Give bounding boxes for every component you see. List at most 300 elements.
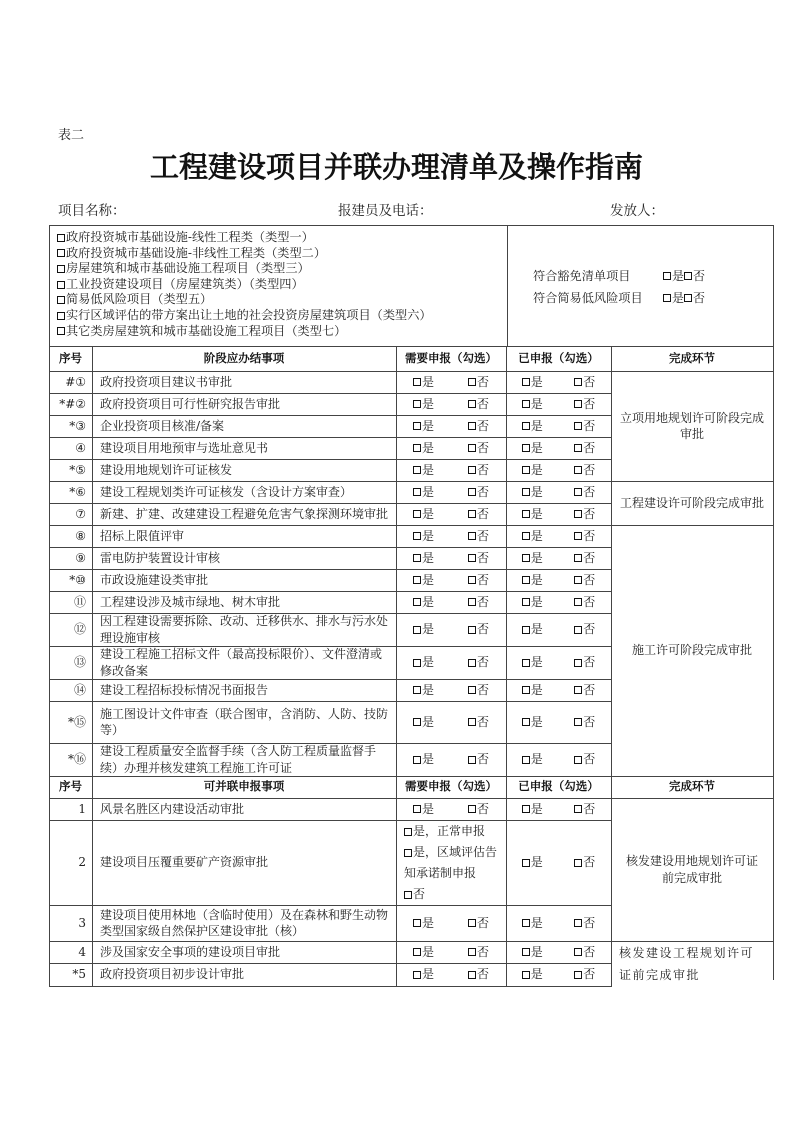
checkbox-label: 是 (522, 944, 543, 960)
checkbox-label: 否 (468, 506, 489, 522)
checkbox-icon[interactable] (413, 400, 421, 408)
checkbox-icon[interactable] (468, 422, 476, 430)
checkbox-icon[interactable] (413, 756, 421, 764)
checkbox-icon[interactable] (57, 265, 65, 273)
checkbox-icon[interactable] (522, 919, 530, 927)
yes-option[interactable] (396, 963, 451, 986)
yes-option[interactable] (396, 437, 451, 459)
checkbox-icon[interactable] (413, 598, 421, 606)
checkbox-icon[interactable] (574, 718, 582, 726)
checkbox-icon[interactable] (663, 272, 671, 280)
checkbox-icon[interactable] (522, 576, 530, 584)
checkbox-label: 是 (413, 418, 434, 434)
checkbox-icon[interactable] (468, 400, 476, 408)
checkbox-icon[interactable] (574, 444, 582, 452)
checkbox-icon[interactable] (574, 554, 582, 562)
grid-line (49, 225, 774, 226)
checkbox-label: 是 (522, 801, 543, 817)
checkbox-icon[interactable] (468, 686, 476, 694)
checkbox-icon[interactable] (574, 948, 582, 956)
need-option-normal[interactable]: 是，正常申报 (404, 821, 485, 842)
checkbox-label: 否 (468, 621, 489, 637)
checkbox-icon[interactable] (57, 234, 65, 242)
checkbox-label: 是 (522, 506, 543, 522)
checkbox-icon[interactable] (404, 891, 412, 899)
checkbox-label: 否 (574, 594, 595, 610)
issuer-label: 发放人： (610, 203, 664, 219)
row-number: *⑮ (67, 714, 86, 729)
no-option[interactable] (559, 371, 612, 393)
checkbox-icon[interactable] (468, 510, 476, 518)
checkbox-icon[interactable] (522, 510, 530, 518)
checkbox-label: 是 (413, 572, 434, 588)
yes-option[interactable] (396, 569, 451, 591)
checkbox-icon[interactable] (468, 626, 476, 634)
yes-option[interactable] (396, 701, 451, 743)
flag-label: 符合简易低风险项目 (533, 291, 643, 305)
grid-line (92, 346, 93, 776)
checkbox-icon[interactable] (663, 294, 671, 302)
row-number: ⑪ (73, 594, 86, 609)
checkbox-label: 否 (468, 528, 489, 544)
row-number: *③ (69, 418, 86, 433)
no-option[interactable] (559, 820, 612, 905)
yes-option[interactable] (396, 525, 451, 547)
checkbox-icon[interactable] (468, 444, 476, 452)
no-option[interactable] (559, 525, 612, 547)
checkbox-icon[interactable] (522, 756, 530, 764)
row-item: 市政设施建设类审批 (100, 572, 209, 587)
yes-option[interactable] (506, 679, 559, 701)
no-option[interactable] (559, 393, 612, 415)
yes-option[interactable] (396, 646, 451, 679)
checkbox-icon[interactable] (57, 249, 65, 257)
no-option[interactable] (451, 525, 506, 547)
checkbox-icon[interactable] (522, 554, 530, 562)
no-option[interactable] (451, 701, 506, 743)
yes-option[interactable] (396, 503, 451, 525)
flag-yes-option[interactable]: 是 (663, 287, 684, 309)
yes-option[interactable] (506, 437, 559, 459)
checkbox-icon[interactable] (522, 444, 530, 452)
project-type-option[interactable]: 房屋建筑和城市基础设施工程项目（类型三） (57, 261, 432, 277)
checkbox-label: 是 (413, 440, 434, 456)
checkbox-icon[interactable] (468, 948, 476, 956)
checkbox-label: 否 (468, 396, 489, 412)
checkbox-icon[interactable] (413, 444, 421, 452)
checkbox-label: 否 (574, 654, 595, 670)
no-option[interactable] (451, 481, 506, 503)
no-option[interactable] (559, 459, 612, 481)
checkbox-icon[interactable] (57, 312, 65, 320)
checkbox-icon[interactable] (413, 686, 421, 694)
need-option-no[interactable]: 否 (404, 884, 425, 905)
checkbox-label: 是 (413, 374, 434, 390)
checkbox-icon[interactable] (574, 510, 582, 518)
checkbox-icon[interactable] (413, 948, 421, 956)
checkbox-icon[interactable] (413, 466, 421, 474)
checkbox-label: 否 (468, 966, 489, 982)
yes-option[interactable] (506, 547, 559, 569)
checkbox-icon[interactable] (468, 554, 476, 562)
checkbox-icon[interactable] (574, 659, 582, 667)
yes-option[interactable] (506, 905, 559, 941)
checkbox-icon[interactable] (468, 598, 476, 606)
checkbox-icon[interactable] (574, 686, 582, 694)
checkbox-label: 否 (574, 915, 595, 931)
no-option[interactable] (559, 941, 612, 963)
checkbox-label: 否 (574, 528, 595, 544)
grid-line (92, 776, 93, 986)
yes-option[interactable] (396, 415, 451, 437)
checkbox-icon[interactable] (468, 378, 476, 386)
row-number: ⑦ (75, 506, 86, 521)
no-option[interactable] (451, 459, 506, 481)
checkbox-icon[interactable] (413, 576, 421, 584)
checkbox-icon[interactable] (574, 466, 582, 474)
checkbox-icon[interactable] (522, 422, 530, 430)
no-option[interactable] (451, 905, 506, 941)
checkbox-icon[interactable] (468, 488, 476, 496)
checkbox-icon[interactable] (413, 488, 421, 496)
checkbox-icon[interactable] (57, 296, 65, 304)
checkbox-icon[interactable] (574, 626, 582, 634)
no-option[interactable] (451, 415, 506, 437)
row-number: ⑬ (73, 655, 86, 670)
row-number: *#② (59, 396, 86, 411)
no-option[interactable] (559, 547, 612, 569)
stage-cell: 核发建设用地规划许可证前完成审批 (625, 854, 758, 885)
no-option[interactable] (559, 679, 612, 701)
checkbox-label: 是 (413, 462, 434, 478)
checkbox-label: 是 (522, 854, 543, 870)
flag-low-risk (533, 287, 705, 309)
checkbox-icon[interactable] (684, 294, 692, 302)
checkbox-label: 是 (413, 484, 434, 500)
checkbox-icon[interactable] (522, 378, 530, 386)
yes-option[interactable] (396, 459, 451, 481)
checkbox-label: 是 (413, 528, 434, 544)
grid-line (396, 776, 397, 986)
row-item: 建设用地规划许可证核发 (100, 462, 233, 477)
checkbox-label: 否 (468, 418, 489, 434)
no-option[interactable] (451, 646, 506, 679)
stage-cell: 核发建设工程规划许可证前完成审批 (619, 945, 755, 982)
yes-option[interactable] (506, 393, 559, 415)
no-option[interactable] (559, 963, 612, 986)
checkbox-icon[interactable] (684, 272, 692, 280)
checkbox-label: 否 (468, 440, 489, 456)
header-item: 可并联申报事项 (203, 779, 285, 794)
checkbox-icon[interactable] (522, 859, 530, 867)
no-option[interactable] (559, 905, 612, 941)
flag-yes-option[interactable]: 是 (663, 265, 684, 287)
no-option[interactable] (559, 569, 612, 591)
yes-option[interactable] (396, 393, 451, 415)
yes-option[interactable] (396, 679, 451, 701)
checkbox-label: 是 (522, 621, 543, 637)
checkbox-icon[interactable] (522, 598, 530, 606)
checkbox-label: 是 (413, 594, 434, 610)
checkbox-label: 是 (522, 440, 543, 456)
no-option[interactable] (559, 743, 612, 776)
header-stage: 完成环节 (669, 779, 715, 794)
no-option[interactable] (559, 437, 612, 459)
row-item: 招标上限值评审 (100, 528, 185, 543)
checkbox-label: 是 (522, 682, 543, 698)
checkbox-label: 否 (468, 594, 489, 610)
checkbox-label: 否 (574, 396, 595, 412)
checkbox-icon[interactable] (468, 718, 476, 726)
checkbox-icon[interactable] (413, 554, 421, 562)
no-option[interactable] (451, 371, 506, 393)
checkbox-label: 否 (574, 801, 595, 817)
checkbox-icon[interactable] (522, 466, 530, 474)
grid-line (611, 776, 612, 986)
row-item: 企业投资项目核准/备案 (100, 418, 225, 433)
checkbox-label: 是 (522, 654, 543, 670)
checkbox-icon[interactable] (574, 598, 582, 606)
no-option[interactable] (451, 503, 506, 525)
no-option[interactable] (559, 503, 612, 525)
row-item: 建设工程规划类许可证核发（含设计方案审查） (100, 484, 353, 499)
yes-option[interactable] (506, 569, 559, 591)
yes-option[interactable] (506, 371, 559, 393)
no-option[interactable] (451, 963, 506, 986)
no-option[interactable] (451, 798, 506, 820)
row-item: 政府投资项目初步设计审批 (100, 967, 245, 982)
row-number: ④ (75, 440, 86, 455)
flag-label: 符合豁免清单项目 (533, 269, 631, 283)
checkbox-label: 否 (574, 440, 595, 456)
yes-option[interactable] (396, 743, 451, 776)
checkbox-icon[interactable] (574, 859, 582, 867)
checkbox-label: 是 (522, 462, 543, 478)
checkbox-icon[interactable] (468, 971, 476, 979)
header-stage: 完成环节 (669, 350, 715, 365)
header-no: 序号 (59, 779, 82, 794)
checkbox-icon[interactable] (574, 971, 582, 979)
row-number: 4 (78, 944, 86, 959)
no-option[interactable] (451, 613, 506, 646)
checkbox-icon[interactable] (574, 756, 582, 764)
no-option[interactable] (451, 941, 506, 963)
no-option[interactable] (559, 591, 612, 613)
no-option[interactable] (451, 393, 506, 415)
header-done: 已申报（勾选） (518, 779, 599, 794)
no-option[interactable] (451, 679, 506, 701)
no-option[interactable] (451, 569, 506, 591)
header-need: 需要申报（勾选） (405, 779, 497, 794)
grid-line (611, 346, 612, 776)
yes-option[interactable] (396, 371, 451, 393)
checkbox-icon[interactable] (404, 849, 412, 857)
row-number: ⑭ (73, 682, 86, 697)
project-type-option[interactable]: 政府投资城市基础设施-线性工程类（类型一） (57, 230, 432, 246)
checkbox-icon[interactable] (522, 400, 530, 408)
checkbox-icon[interactable] (413, 510, 421, 518)
no-option[interactable] (559, 481, 612, 503)
no-option[interactable] (451, 743, 506, 776)
checkbox-icon[interactable] (522, 626, 530, 634)
project-name-label: 项目名称： (58, 203, 126, 219)
row-item: 涉及国家安全事项的建设项目审批 (100, 944, 281, 959)
row-item: 建设项目使用林地（含临时使用）及在森林和野生动物类型国家级自然保护区建设审批（核） (100, 907, 389, 938)
row-item: 建设项目压覆重要矿产资源审批 (100, 855, 269, 870)
checkbox-icon[interactable] (574, 378, 582, 386)
flag-no-option[interactable]: 否 (684, 265, 705, 287)
project-type-option[interactable]: 实行区域评估的带方案出让土地的社会投资房屋建筑项目（类型六） (57, 308, 432, 324)
yes-option[interactable] (396, 591, 451, 613)
checkbox-label: 否 (468, 374, 489, 390)
checkbox-label: 是 (413, 396, 434, 412)
yes-option[interactable] (506, 481, 559, 503)
row-item: 因工程建设需要拆除、改动、迁移供水、排水与污水处理设施审核 (100, 614, 389, 645)
no-option[interactable] (559, 613, 612, 646)
grid-line (773, 346, 774, 776)
checkbox-icon[interactable] (413, 422, 421, 430)
checkbox-icon[interactable] (413, 532, 421, 540)
grid-line (49, 225, 50, 346)
checkbox-label: 是 (413, 751, 434, 767)
no-option[interactable] (451, 547, 506, 569)
checkbox-label: 否 (574, 944, 595, 960)
checkbox-label: 是 (522, 572, 543, 588)
no-option[interactable] (559, 701, 612, 743)
yes-option[interactable] (396, 941, 451, 963)
checkbox-icon[interactable] (574, 400, 582, 408)
project-type-list (57, 230, 432, 339)
row-number: *⑯ (67, 752, 86, 767)
checkbox-label: 是 (413, 550, 434, 566)
no-option[interactable] (559, 798, 612, 820)
yes-option[interactable] (506, 525, 559, 547)
checkbox-label: 否 (468, 915, 489, 931)
checkbox-icon[interactable] (574, 488, 582, 496)
stage-cell: 立项用地规划许可阶段完成审批 (619, 410, 764, 441)
header-item: 阶段应办结事项 (203, 350, 285, 365)
yes-option[interactable] (506, 941, 559, 963)
need-option-regional[interactable]: 是，区域评估告知承诺制申报 (404, 844, 498, 880)
yes-option[interactable] (396, 481, 451, 503)
flag-no-option[interactable]: 否 (684, 287, 705, 309)
yes-option[interactable] (506, 415, 559, 437)
checkbox-label: 是 (413, 506, 434, 522)
checkbox-icon[interactable] (574, 532, 582, 540)
yes-option[interactable] (506, 459, 559, 481)
checkbox-icon[interactable] (413, 805, 421, 813)
row-item: 新建、扩建、改建建设工程避免危害气象探测环境审批 (100, 506, 389, 521)
project-type-option[interactable]: 简易低风险项目（类型五） (57, 292, 432, 308)
checkbox-icon[interactable] (468, 659, 476, 667)
row-item: 建设工程施工招标文件（最高投标限价）、文件澄清或修改备案 (100, 647, 383, 678)
checkbox-icon[interactable] (57, 281, 65, 289)
checkbox-label: 否 (468, 944, 489, 960)
checkbox-icon[interactable] (57, 327, 65, 335)
checkbox-icon[interactable] (468, 756, 476, 764)
checkbox-icon[interactable] (522, 532, 530, 540)
checkbox-icon[interactable] (522, 488, 530, 496)
checkbox-icon[interactable] (413, 659, 421, 667)
row-number: *⑩ (69, 572, 86, 587)
grid-line (49, 346, 50, 776)
checkbox-icon[interactable] (574, 576, 582, 584)
checkbox-label: 否 (468, 751, 489, 767)
checkbox-icon[interactable] (404, 828, 412, 836)
yes-option[interactable] (506, 743, 559, 776)
checkbox-icon[interactable] (468, 919, 476, 927)
project-type-option[interactable]: 其它类房屋建筑和城市基础设施工程项目（类型七） (57, 324, 432, 340)
row-item: 建设项目用地预审与选址意见书 (100, 440, 269, 455)
no-option[interactable] (451, 591, 506, 613)
checkbox-label: 是 (522, 915, 543, 931)
row-number: ⑨ (75, 550, 86, 565)
row-number: #① (65, 374, 86, 389)
row-item: 雷电防护装置设计审核 (100, 550, 221, 565)
checkbox-label: 否 (574, 854, 595, 870)
checkbox-label: 否 (468, 654, 489, 670)
checkbox-label: 是 (413, 915, 434, 931)
checkbox-label: 否 (574, 714, 595, 730)
checkbox-icon[interactable] (413, 626, 421, 634)
row-item: 风景名胜区内建设活动审批 (100, 801, 245, 816)
checkbox-icon[interactable] (413, 919, 421, 927)
grid-line (773, 776, 774, 980)
yes-option[interactable] (396, 798, 451, 820)
no-option[interactable] (559, 415, 612, 437)
yes-option[interactable] (506, 591, 559, 613)
yes-option[interactable] (396, 613, 451, 646)
checkbox-label: 否 (574, 966, 595, 982)
checkbox-icon[interactable] (574, 422, 582, 430)
checkbox-icon[interactable] (468, 576, 476, 584)
checkbox-icon[interactable] (522, 805, 530, 813)
checkbox-icon[interactable] (522, 718, 530, 726)
checkbox-label: 是 (413, 654, 434, 670)
no-option[interactable] (559, 646, 612, 679)
row-number: 3 (78, 915, 86, 930)
checkbox-label: 否 (574, 462, 595, 478)
yes-option[interactable] (506, 820, 559, 905)
yes-option[interactable] (506, 963, 559, 986)
project-type-option[interactable]: 政府投资城市基础设施-非线性工程类（类型二） (57, 246, 432, 262)
checkbox-icon[interactable] (413, 971, 421, 979)
yes-option[interactable] (506, 701, 559, 743)
yes-option[interactable] (506, 646, 559, 679)
yes-option[interactable] (506, 503, 559, 525)
checkbox-icon[interactable] (522, 971, 530, 979)
checkbox-icon[interactable] (574, 919, 582, 927)
yes-option[interactable] (396, 547, 451, 569)
checkbox-icon[interactable] (468, 466, 476, 474)
checkbox-icon[interactable] (522, 948, 530, 956)
page-title: 工程建设项目并联办理清单及操作指南 (149, 150, 643, 184)
checkbox-icon[interactable] (522, 659, 530, 667)
checkbox-icon[interactable] (468, 805, 476, 813)
yes-option[interactable] (506, 613, 559, 646)
yes-option[interactable] (396, 905, 451, 941)
no-option[interactable] (451, 437, 506, 459)
checkbox-icon[interactable] (468, 532, 476, 540)
checkbox-icon[interactable] (413, 718, 421, 726)
checkbox-icon[interactable] (413, 378, 421, 386)
yes-option[interactable] (506, 798, 559, 820)
grid-line (773, 225, 774, 346)
checkbox-icon[interactable] (574, 805, 582, 813)
row-item: 工程建设涉及城市绿地、树木审批 (100, 594, 281, 609)
checkbox-icon[interactable] (522, 686, 530, 694)
project-type-option[interactable]: 工业投资建设项目（房屋建筑类）（类型四） (57, 277, 432, 293)
